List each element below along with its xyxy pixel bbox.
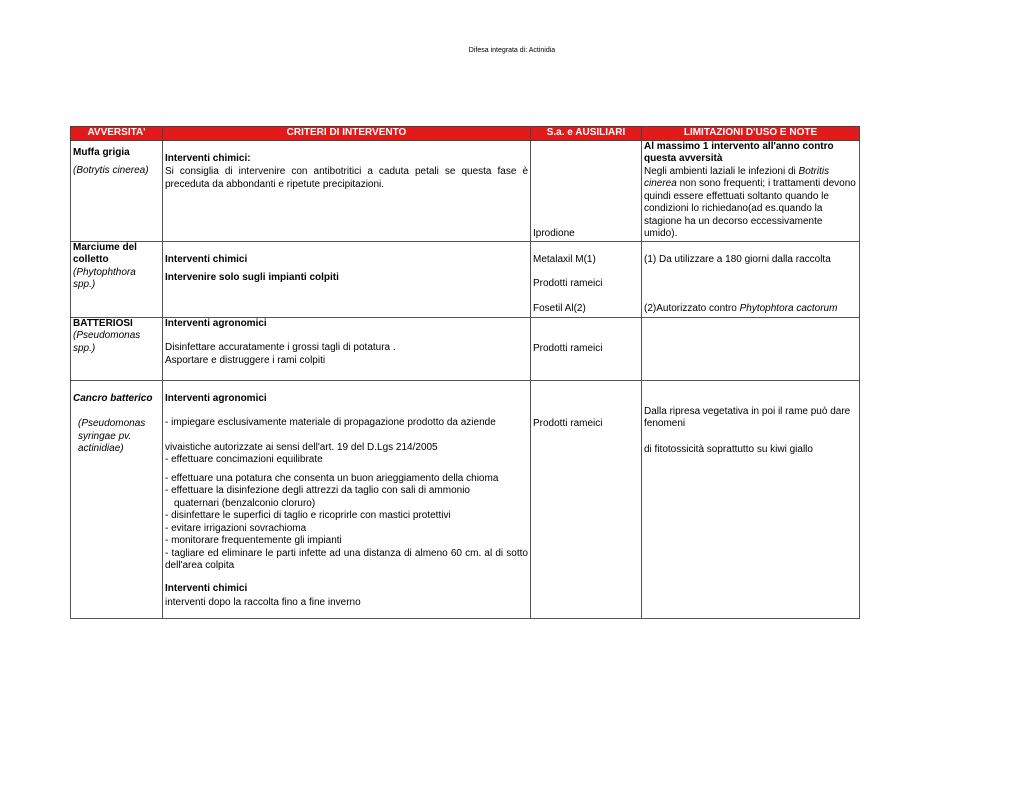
criteria-title: Interventi agronomici [165, 392, 267, 404]
criteria-cell [163, 241, 531, 317]
substance-item: Metalaxil M(1) [533, 253, 596, 265]
substance-item: Prodotti rameici [533, 278, 603, 289]
substance-item: Fosetil Al(2) [533, 302, 586, 314]
note-text: (2)Autorizzato contro Phytophtora cactorum [644, 303, 838, 314]
criteria-text: Si consiglia di intervenire con antibotritici a caduta petali se questa fase è preceduta da abbondanti e ripetute precipitazioni. [165, 166, 528, 190]
criteria-line: vivaistiche autorizzate ai sensi dell'art. 19 del D.Lgs 214/2005 [165, 441, 438, 453]
adversity-latin: (Pseudomonas syringae pv. actinidiae) [78, 418, 146, 454]
table-row [71, 140, 860, 241]
table-row [71, 241, 860, 317]
substance-item: Iprodione [533, 228, 575, 239]
adversity-latin: (Botrytis cinerea) [73, 165, 149, 176]
adversity-name: BATTERIOSI [73, 317, 133, 329]
substances-cell [531, 317, 642, 380]
col-header-notes: LIMITAZIONI D'USO E NOTE [642, 127, 860, 141]
substance-item: Prodotti rameici [533, 342, 603, 354]
criteria-title: Interventi chimici [165, 253, 248, 265]
adversity-cell [71, 317, 163, 380]
criteria-cell [163, 380, 531, 618]
col-header-adversity: AVVERSITA' [71, 127, 163, 141]
col-header-substances: S.a. e AUSILIARI [531, 127, 642, 141]
criteria-subtitle: Intervenire solo sugli impianti colpiti [165, 272, 339, 283]
substances-cell [531, 140, 642, 241]
note-text: (1) Da utilizzare a 180 giorni dalla raccolta [644, 253, 831, 265]
substances-cell [531, 241, 642, 317]
criteria-list-item: - effettuare la disinfezione degli attrezzi da taglio con sali di ammonio [165, 485, 470, 496]
criteria-title: Interventi chimici [165, 582, 248, 594]
criteria-list-item: - disinfettare le superfici di taglio e ricoprirle con mastici protettivi [165, 510, 451, 521]
col-header-criteria: CRITERI DI INTERVENTO [163, 127, 531, 141]
notes-cell [642, 140, 860, 241]
adversity-name: Muffa grigia [73, 146, 130, 158]
adversity-name: Marciume del colletto [73, 241, 137, 265]
notes-cell [642, 380, 860, 618]
criteria-list-item: - monitorare frequentemente gli impianti [165, 535, 342, 546]
page-header: Difesa integrata di: Actinidia [468, 47, 556, 54]
note-bold: Al massimo 1 intervento all'anno contro questa avversità [644, 140, 834, 164]
criteria-list-item: - tagliare ed eliminare le parti infette ad una distanza di almeno 60 cm. al di sotto dell'area colpita [165, 547, 528, 571]
substances-cell [531, 380, 642, 618]
note-text: Negli ambienti laziali le infezioni di Botritis cinerea non sono frequenti; i trattamenti devono quindi essere effettuati soltanto quando le condizioni lo richiedano(ad es.quando la stagione ha un decorso eccessivamente umido). [644, 165, 856, 239]
criteria-cell [163, 317, 531, 380]
adversity-cell [71, 380, 163, 618]
notes-cell [642, 317, 860, 380]
criteria-line: Disinfettare accuratamente i grossi tagli di potatura . [165, 342, 396, 353]
note-text: di fitotossicità soprattutto su kiwi giallo [644, 443, 813, 455]
adversity-latin: (Pseudomonas spp.) [73, 330, 141, 354]
defense-table [70, 126, 860, 619]
note-text: Dalla ripresa vegetativa in poi il rame può dare fenomeni [644, 405, 851, 429]
table-row [71, 380, 860, 618]
criteria-line: interventi dopo la raccolta fino a fine inverno [165, 597, 361, 608]
table-row [71, 317, 860, 380]
criteria-line: Asportare e distruggere i rami colpiti [165, 354, 326, 366]
adversity-latin: (Phytophthora spp.) [73, 266, 136, 290]
adversity-cell [71, 140, 163, 241]
substance-item: Prodotti rameici [533, 417, 603, 429]
criteria-list-item: - effettuare una potatura che consenta un buon arieggiamento della chioma [165, 472, 499, 484]
criteria-line: - impiegare esclusivamente materiale di propagazione prodotto da aziende [165, 417, 496, 428]
adversity-cell [71, 241, 163, 317]
table-header-row [71, 127, 860, 141]
criteria-list-item: - evitare irrigazioni sovrachioma [165, 522, 307, 534]
criteria-title: Interventi agronomici [165, 317, 267, 329]
adversity-name: Cancro batterico [73, 392, 153, 404]
criteria-line: - effettuare concimazioni equilibrate [165, 454, 323, 465]
criteria-cell [163, 140, 531, 241]
criteria-list-item: quaternari (benzalconio cloruro) [174, 497, 316, 509]
criteria-title: Interventi chimici: [165, 152, 251, 164]
notes-cell [642, 241, 860, 317]
